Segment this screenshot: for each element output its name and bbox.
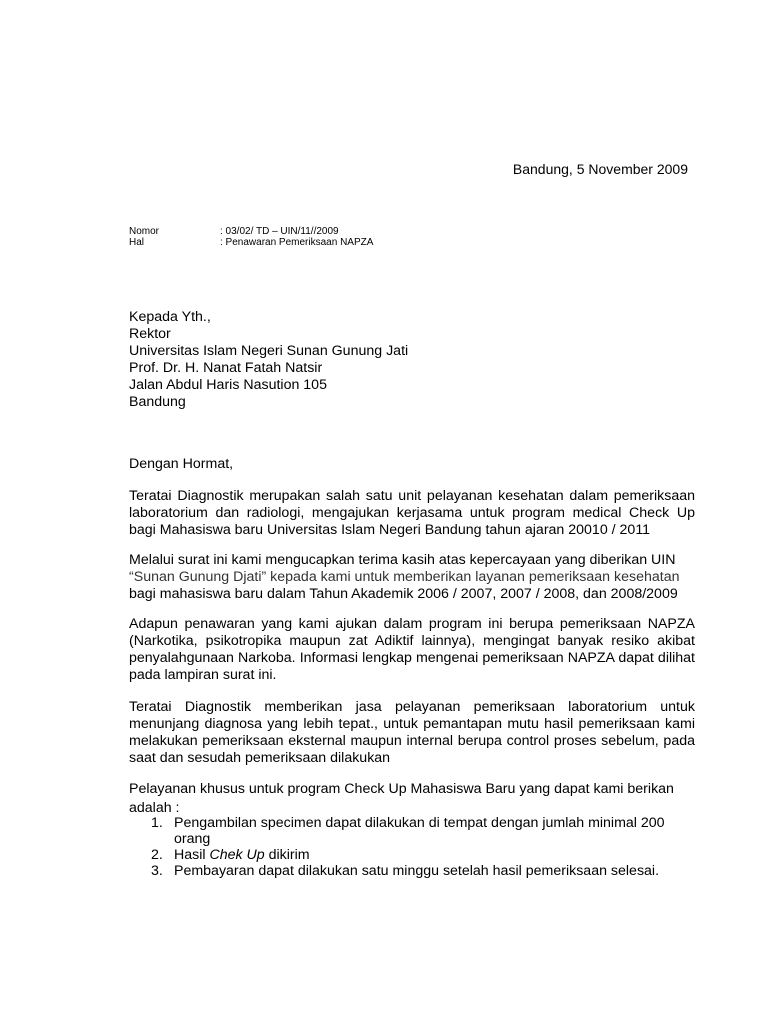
letter-date: Bandung, 5 November 2009 [512, 161, 688, 177]
paragraph-thanks [129, 552, 695, 603]
paragraph-line: penyalahgunaan Narkoba. Informasi lengkap mengenai pemeriksaan NAPZA dapat dilihat [129, 650, 695, 666]
hal-label: Hal [129, 237, 145, 248]
list-text-pre: Hasil [174, 847, 210, 863]
recipient-line: Kepada Yth., [129, 309, 211, 325]
paragraph-line: Adapun penawaran yang kami ajukan dalam program ini berupa pemeriksaan NAPZA [129, 616, 695, 632]
greeting: Dengan Hormat, [129, 456, 234, 472]
recipient-line: Bandung [129, 394, 186, 410]
recipient-line: Prof. Dr. H. Nanat Fatah Natsir [129, 360, 323, 376]
recipient-line: Rektor [129, 326, 171, 342]
recipient-line: Jalan Abdul Haris Nasution 105 [129, 377, 327, 393]
list-number: 2. [151, 847, 163, 863]
list-text-italic: Chek Up [209, 847, 265, 863]
paragraph-line: “Sunan Gunung Djati” kepada kami untuk memberikan layanan pemeriksaan kesehatan [129, 569, 680, 585]
paragraph-line: bagi Mahasiswa baru Universitas Islam Negeri Bandung tahun ajaran 20010 / 2011 [129, 522, 651, 538]
list-text: Pengambilan specimen dapat dilakukan di tempat dengan jumlah minimal 200 [174, 815, 665, 831]
paragraph-special [129, 781, 695, 817]
list-text [174, 847, 310, 864]
list-number: 1. [151, 815, 163, 831]
paragraph-line: adalah : [129, 800, 180, 816]
paragraph-line: Teratai Diagnostik merupakan salah satu unit pelayanan kesehatan dalam pemeriksaan [129, 488, 695, 504]
list-text-post: dikirim [264, 847, 310, 863]
nomor-value: : 03/02/ TD – UIN/11//2009 [220, 226, 339, 237]
list-text: orang [174, 831, 211, 847]
paragraph-intro [129, 488, 695, 539]
list-text: Pembayaran dapat dilakukan satu minggu setelah hasil pemeriksaan selesai. [174, 863, 660, 879]
paragraph-line: pada lampiran surat ini. [129, 667, 277, 683]
list-number: 3. [151, 863, 163, 879]
paragraph-line: saat dan sesudah pemeriksaan dilakukan [129, 750, 391, 766]
recipient-block [129, 309, 408, 411]
paragraph-line: menunjang diagnosa yang lebih tepat., untuk pemantapan mutu hasil pemeriksaan kami [129, 716, 695, 732]
nomor-label: Nomor [129, 226, 160, 237]
paragraph-offer [129, 616, 695, 684]
recipient-line: Universitas Islam Negeri Sunan Gunung Jati [129, 343, 409, 359]
hal-value: : Penawaran Pemeriksaan NAPZA [220, 237, 374, 248]
paragraph-line: bagi mahasiswa baru dalam Tahun Akademik 2006 / 2007, 2007 / 2008, dan 2008/2009 [129, 586, 678, 602]
paragraph-line: (Narkotika, psikotropika maupun zat Adiktif lainnya), mengingat banyak resiko akibat [129, 633, 695, 649]
paragraph-line: Pelayanan khusus untuk program Check Up Mahasiswa Baru yang dapat kami berikan [129, 781, 674, 797]
paragraph-line: Melalui surat ini kami mengucapkan terima kasih atas kepercayaan yang diberikan UIN [129, 552, 676, 568]
paragraph-line: melakukan pemeriksaan eksternal maupun internal berupa control proses sebelum, pada [129, 733, 695, 749]
paragraph-line: laboratorium dan radiologi, mengajukan kerjasama untuk program medical Check Up [129, 505, 695, 521]
paragraph-services [129, 699, 695, 767]
paragraph-line: Teratai Diagnostik memberikan jasa pelayanan pemeriksaan laboratorium untuk [129, 699, 695, 715]
